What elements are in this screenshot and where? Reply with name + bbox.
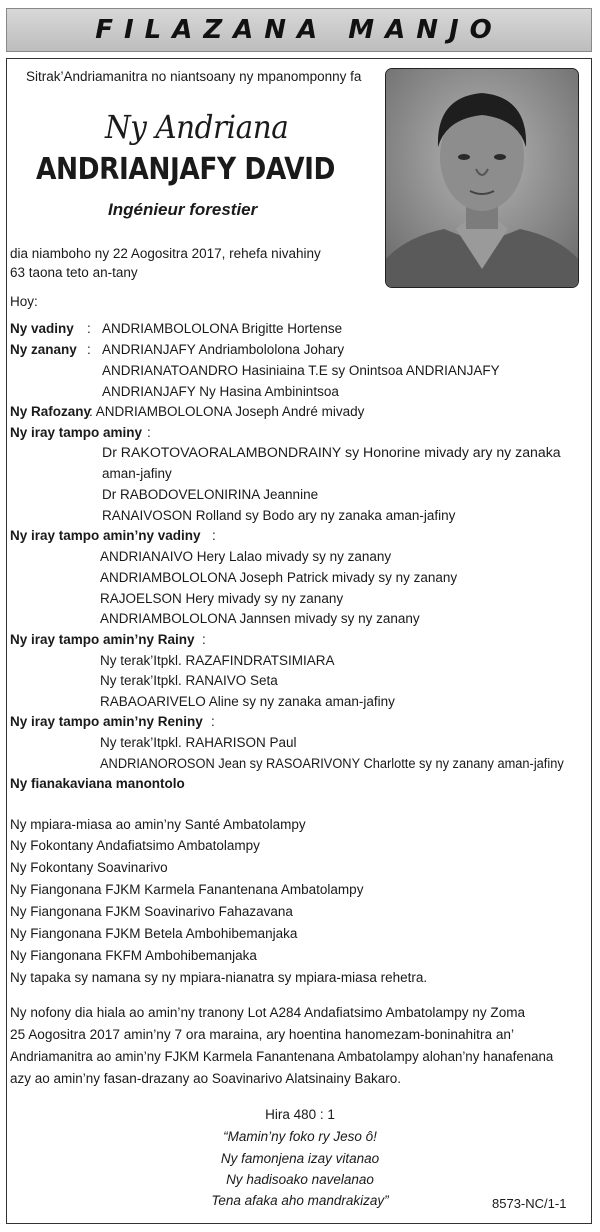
hymn-reference: Hira 480 : 1: [265, 1107, 335, 1122]
organization-item: Ny Fokontany Andafiatsimo Ambatolampy: [10, 838, 260, 853]
zanany-value: ANDRIANJAFY Andriambololona Johary: [102, 342, 345, 357]
tampo-vadiny-value: ANDRIANAIVO Hery Lalao mivady sy ny zanany: [100, 549, 392, 564]
tampo-vadiny-colon: :: [212, 528, 216, 543]
vadiny-value: ANDRIAMBOLOLONA Brigitte Hortense: [102, 321, 343, 336]
hymn-line: Ny famonjena izay vitanao: [220, 1151, 380, 1166]
hymn-line: Ny hadisoako navelanao: [226, 1172, 374, 1187]
tampo-aminy-value: Dr RABODOVELONIRINA Jeannine: [102, 487, 319, 502]
funeral-line: Ny nofony dia hiala ao amin’ny tranony Lot A284 Andafiatsimo Ambatolampy ny Zoma: [10, 1005, 526, 1020]
tampo-reniny-value: Ny terak’Itpkl. RAHARISON Paul: [100, 735, 297, 750]
vadiny-label: Ny vadiny: [10, 321, 74, 336]
profession: Ingénieur forestier: [108, 200, 258, 219]
tampo-aminy-value: RANAIVOSON Rolland sy Bodo ary ny zanaka aman-jafiny: [102, 508, 456, 523]
tampo-reniny-value: ANDRIANOROSON Jean sy RASOARIVONY Charlotte sy ny zanany aman-jafiny: [100, 756, 564, 771]
tampo-reniny-label: Ny iray tampo amin’ny Reniny: [10, 714, 203, 729]
reference-code: 8573-NC/1-1: [492, 1196, 567, 1211]
zanany-value: ANDRIANATOANDRO Hasiniaina T.E sy Onintsoa ANDRIANJAFY: [102, 363, 500, 378]
organization-item: Ny Fiangonana FKFM Ambohibemanjaka: [10, 948, 257, 963]
hymn-line: Tena afaka aho mandrakizay”: [211, 1193, 389, 1208]
organization-item: Ny Fiangonana FJKM Betela Ambohibemanjaka: [10, 926, 298, 941]
tampo-reniny-colon: :: [211, 714, 215, 729]
tampo-rainy-colon: :: [202, 632, 206, 647]
tampo-aminy-colon: :: [147, 425, 151, 440]
organization-item: Ny Fokontany Soavinarivo: [10, 860, 168, 875]
tampo-aminy-value: Dr RAKOTOVAORALAMBONDRAINY sy Honorine mivady ary ny zanaka: [102, 445, 561, 460]
zanany-value: ANDRIANJAFY Ny Hasina Ambinintsoa: [102, 384, 339, 399]
death-line-2: 63 taona teto an-tany: [10, 265, 138, 280]
zanany-label: Ny zanany: [10, 342, 77, 357]
tampo-vadiny-value: RAJOELSON Hery mivady sy ny zanany: [100, 591, 344, 606]
organization-item: Ny Fiangonana FJKM Karmela Fanantenana Ambatolampy: [10, 882, 364, 897]
rafozany-label: Ny Rafozany: [10, 404, 92, 419]
intro-line: Sitrak’Andriamanitra no niantsoany ny mpanomponny fa: [26, 69, 362, 84]
funeral-line: 25 Aogositra 2017 amin’ny 7 ora maraina, ary hoentina hanomezam-boninahitra an’: [10, 1027, 515, 1042]
tampo-rainy-value: Ny terak’Itpkl. RANAIVO Seta: [100, 673, 278, 688]
tampo-rainy-value: RABAOARIVELO Aline sy ny zanaka aman-jafiny: [100, 694, 395, 709]
vadiny-sep: :: [87, 321, 91, 336]
tampo-aminy-value: aman-jafiny: [102, 466, 172, 481]
portrait-photo: [385, 68, 579, 288]
tampo-rainy-label: Ny iray tampo amin’ny Rainy: [10, 632, 195, 647]
zanany-sep: :: [87, 342, 91, 357]
hymn-line: “Mamin’ny foko ry Jeso ô!: [223, 1129, 377, 1144]
funeral-line: azy ao amin’ny fasan-drazany ao Soavinarivo Alatsinainy Bakaro.: [10, 1071, 401, 1086]
banner-title: FILAZANA MANJO: [95, 15, 503, 45]
honorific: Ny Andriana: [105, 108, 289, 146]
tampo-aminy-label: Ny iray tampo aminy: [10, 425, 143, 440]
deceased-name: ANDRIANJAFY DAVID: [36, 152, 335, 187]
tampo-vadiny-value: ANDRIAMBOLOLONA Jannsen mivady sy ny zanany: [100, 611, 420, 626]
organization-item: Ny Fiangonana FJKM Soavinarivo Fahazavana: [10, 904, 293, 919]
tampo-vadiny-value: ANDRIAMBOLOLONA Joseph Patrick mivady sy ny zanany: [100, 570, 458, 585]
hoy-label: Hoy:: [10, 294, 38, 309]
organization-item: Ny tapaka sy namana sy ny mpiara-nianatra sy mpiara-miasa rehetra.: [10, 970, 428, 985]
tampo-rainy-value: Ny terak’Itpkl. RAZAFINDRATSIMIARA: [100, 653, 335, 668]
header-banner: [6, 8, 592, 52]
organization-item: Ny mpiara-miasa ao amin’ny Santé Ambatolampy: [10, 817, 306, 832]
funeral-line: Andriamanitra ao amin’ny FJKM Karmela Fanantenana Ambatolampy alohan’ny hanafenana: [10, 1049, 554, 1064]
tampo-vadiny-label: Ny iray tampo amin’ny vadiny: [10, 528, 201, 543]
rafozany-value: : ANDRIAMBOLOLONA Joseph André mivady: [89, 404, 365, 419]
fianakaviana-label: Ny fianakaviana manontolo: [10, 776, 185, 791]
death-line-1: dia niamboho ny 22 Aogositra 2017, rehefa nivahiny: [10, 246, 321, 261]
